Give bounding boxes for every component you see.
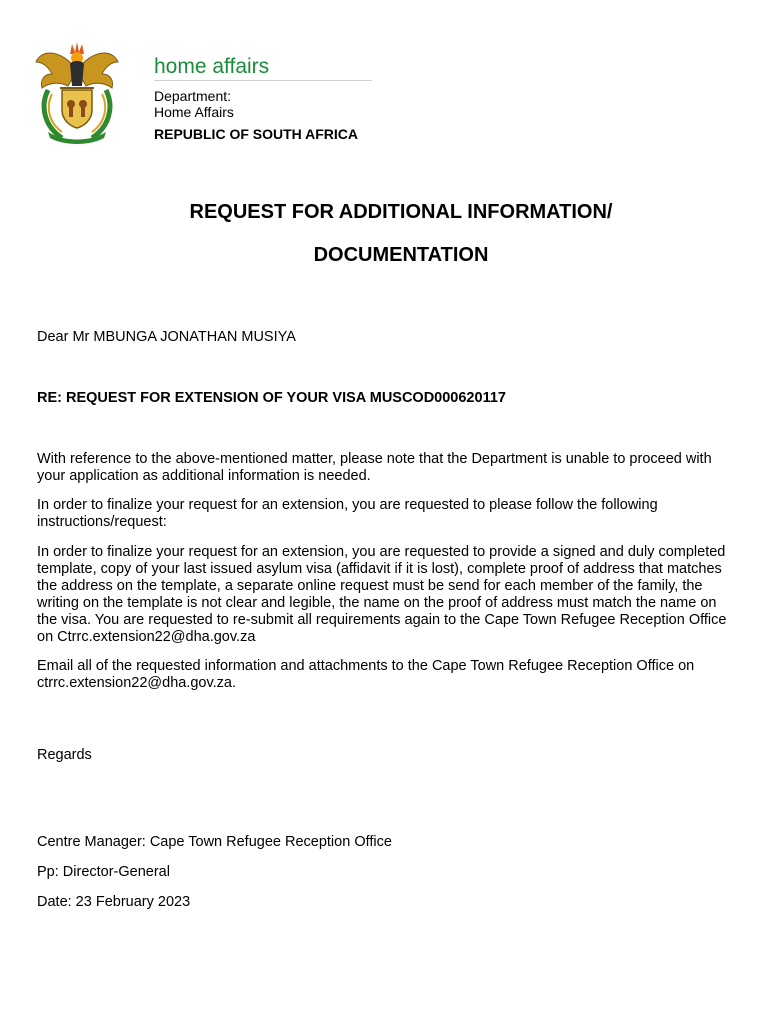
brand-name: home affairs bbox=[154, 54, 372, 81]
department-label: Department: bbox=[154, 88, 232, 104]
coat-of-arms-icon bbox=[34, 40, 120, 144]
department-name: Home Affairs bbox=[154, 104, 234, 120]
country-name: REPUBLIC OF SOUTH AFRICA bbox=[154, 126, 359, 142]
body-paragraph-2: In order to finalize your request for an extension, you are requested to please follow the following instructions/request: bbox=[37, 497, 658, 530]
subject-line: RE: REQUEST FOR EXTENSION OF YOUR VISA MUSCOD000620117 bbox=[37, 390, 506, 406]
body-paragraph-3: In order to finalize your request for an extension, you are requested to provide a signed and duly completed template, copy of your last issued asylum visa (affidavit if it is lost), complete proof of address that matches the address on the template, a separate online request must be send for each member of the family, the writing on the template is not clear and legible, the name on the proof of address must match the name on the visa. You are requested to re-submit all requirements again to the Cape Town Refugee Reception Office on Ctrrc.extension22@dha.gov.za bbox=[37, 544, 727, 645]
document-date: Date: 23 February 2023 bbox=[37, 894, 191, 910]
salutation: Dear Mr MBUNGA JONATHAN MUSIYA bbox=[37, 329, 296, 345]
body-paragraph-4: Email all of the requested information and attachments to the Cape Town Refugee Reception Office on ctrrc.extension22@dha.gov.za. bbox=[37, 658, 695, 691]
body-paragraph-1: With reference to the above-mentioned matter, please note that the Department is unable to proceed with your application as additional information is needed. bbox=[37, 451, 712, 484]
coat-of-arms-logo bbox=[34, 40, 120, 144]
signatory-role: Centre Manager: Cape Town Refugee Reception Office bbox=[37, 834, 392, 850]
document-title-line1: REQUEST FOR ADDITIONAL INFORMATION/ bbox=[189, 201, 613, 223]
signatory-pp: Pp: Director-General bbox=[37, 864, 170, 880]
document-title-line2: DOCUMENTATION bbox=[313, 244, 489, 266]
closing: Regards bbox=[37, 747, 92, 763]
department-header bbox=[154, 54, 372, 142]
